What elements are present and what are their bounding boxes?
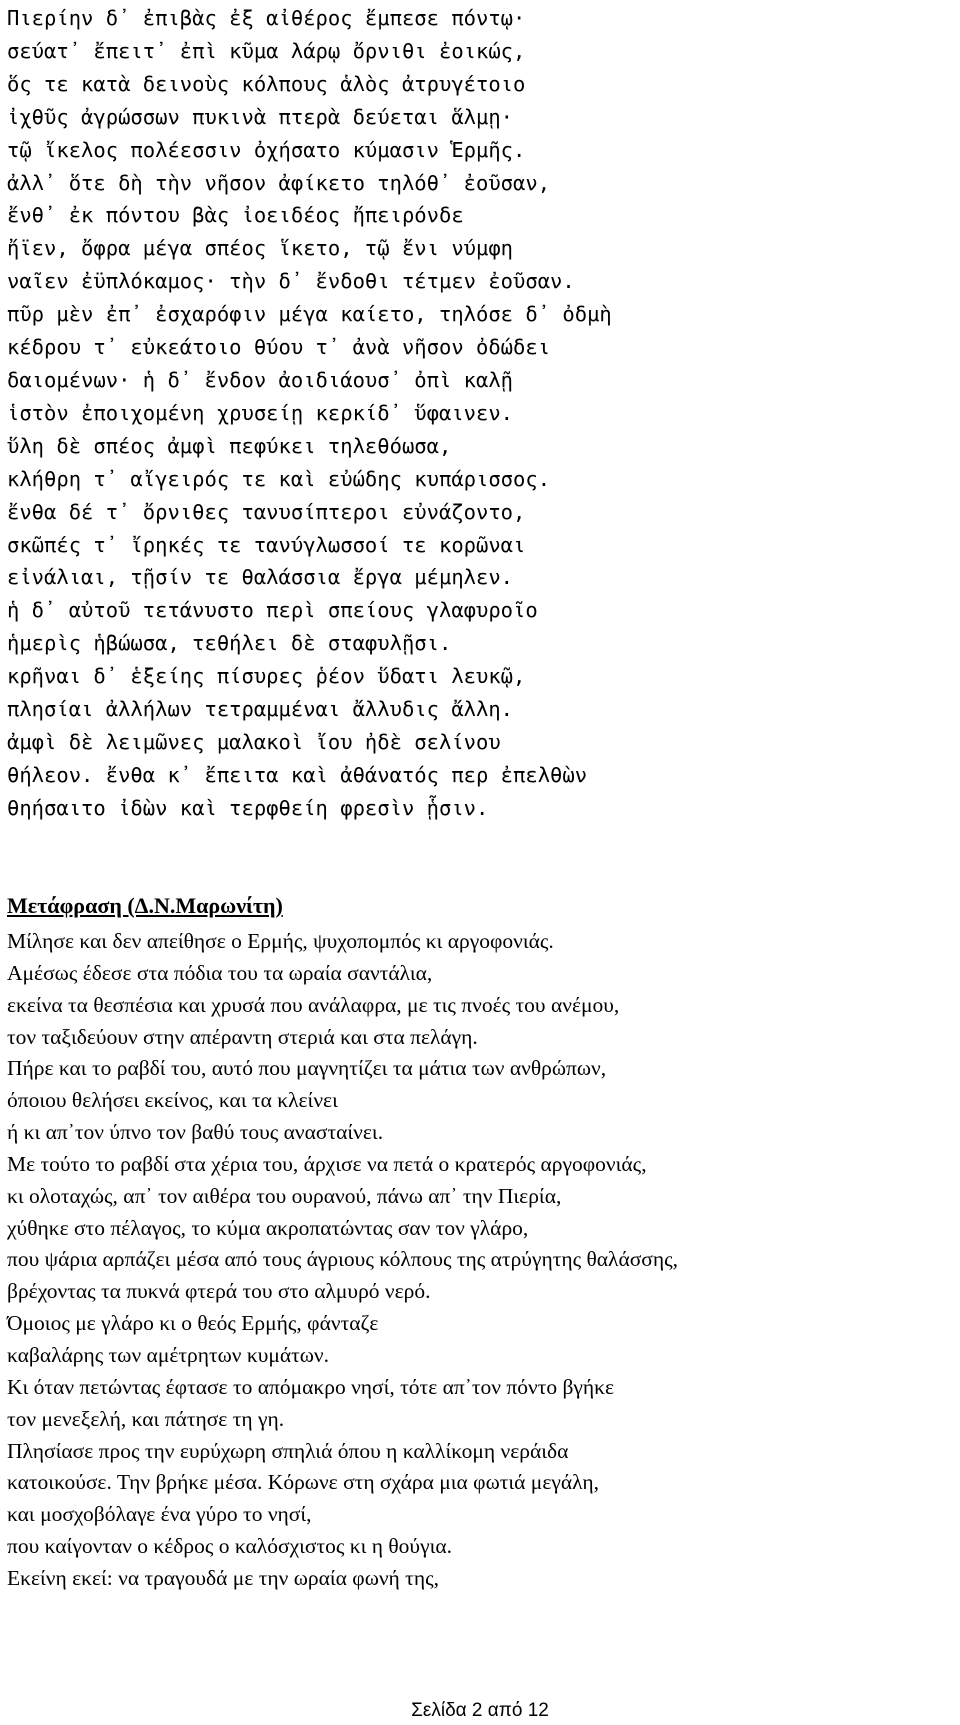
greek-verse-line: πῦρ μὲν ἐπ᾿ ἐσχαρόφιν μέγα καίετο, τηλόσε δ᾿ ὀδμὴ — [7, 302, 612, 327]
translation-line: και μοσχοβόλαγε ένα γύρο το νησί, — [7, 1502, 312, 1527]
translation-text — [7, 926, 957, 1595]
greek-verse-line: ἱστὸν ἐποιχομένη χρυσείῃ κερκίδ᾿ ὕφαινεν. — [7, 400, 514, 425]
translation-line: Αμέσως έδεσε στα πόδια του τα ωραία σαντάλια, — [7, 960, 433, 985]
translation-line: τον μενεξελή, και πάτησε τη γη. — [7, 1406, 285, 1431]
greek-verse-line: εἰνάλιαι, τῇσίν τε θαλάσσια ἔργα μέμηλεν. — [7, 565, 514, 590]
greek-verse-line: ἡ δ᾿ αὐτοῦ τετάνυστο περὶ σπείους γλαφυροῖο — [7, 598, 538, 623]
translation-line: που ψάρια αρπάζει μέσα από τους άγριους κόλπους της ατρύγητης θαλάσσης, — [7, 1247, 679, 1272]
greek-verse-line: ναῖεν ἐϋπλόκαμος· τὴν δ᾿ ἔνδοθι τέτμεν ἐοῦσαν. — [7, 269, 575, 294]
translation-line: Μίλησε και δεν απείθησε ο Ερμής, ψυχοπομπός κι αργοφονιάς. — [7, 929, 554, 953]
translation-line: τον ταξιδεύουν στην απέραντη στεριά και στα πελάγη. — [7, 1024, 478, 1049]
translation-line: όποιου θελήσει εκείνος, και τα κλείνει — [7, 1088, 338, 1113]
greek-original-text — [7, 2, 952, 825]
translation-line: βρέχοντας τα πυκνά φτερά του στο αλμυρό νερό. — [7, 1279, 431, 1304]
translation-line: κατοικούσε. Την βρήκε μέσα. Κόρωνε στη σχάρα μια φωτιά μεγάλη, — [7, 1470, 599, 1495]
greek-verse-line: ἰχθῦς ἀγρώσσων πυκινὰ πτερὰ δεύεται ἅλμῃ· — [7, 104, 514, 129]
translation-line: που καίγονταν ο κέδρος ο καλόσχιστος κι η θούγια. — [7, 1534, 453, 1559]
greek-verse-line: ἀμφὶ δὲ λειμῶνες μαλακοὶ ἴου ἠδὲ σελίνου — [7, 729, 501, 754]
greek-verse-line: σεύατ᾿ ἔπειτ᾿ ἐπὶ κῦμα λάρῳ ὄρνιθι ἐοικώς, — [7, 38, 526, 63]
greek-verse-line: δαιομένων· ἡ δ᾿ ἔνδον ἀοιδιάουσ᾿ ὀπὶ καλῇ — [7, 367, 514, 392]
greek-verse-line: ὕλη δὲ σπέος ἀμφὶ πεφύκει τηλεθόωσα, — [7, 433, 452, 458]
greek-verse-line: ἀλλ᾿ ὅτε δὴ τὴν νῆσον ἀφίκετο τηλόθ᾿ ἐοῦσαν, — [7, 170, 551, 195]
page-footer: Σελίδα 2 από 12 — [411, 1700, 549, 1721]
translation-line: κι ολοταχώς, απ᾿ τον αιθέρα του ουρανού, πάνω απ᾿ την Πιερία, — [7, 1183, 562, 1208]
greek-verse-line: κλήθρη τ᾿ αἴγειρός τε καὶ εὐώδης κυπάρισσος. — [7, 466, 551, 491]
greek-verse-line: ἔνθα δέ τ᾿ ὄρνιθες τανυσίπτεροι εὐνάζοντο, — [7, 499, 526, 524]
greek-verse-line: Πιερίην δ᾿ ἐπιβὰς ἐξ αἰθέρος ἔμπεσε πόντῳ· — [7, 6, 526, 30]
translation-heading: Μετάφραση (Δ.Ν.Μαρωνίτη) — [7, 893, 283, 918]
translation-line: Όμοιος με γλάρο κι ο θεός Ερμής, φάνταζε — [7, 1311, 379, 1336]
greek-verse-line: σκῶπές τ᾿ ἴρηκές τε τανύγλωσσοί τε κορῶναι — [7, 532, 526, 557]
greek-verse-line: θηήσαιτο ἰδὼν καὶ τερφθείη φρεσὶν ᾗσιν. — [7, 795, 489, 820]
translation-line: ή κι απ᾿τον ύπνο τον βαθύ τους ανασταίνει. — [7, 1120, 384, 1145]
translation-line: Κι όταν πετώντας έφτασε το απόμακρο νησί, τότε απ᾿τον πόντο βγήκε — [7, 1374, 614, 1399]
translation-line: χύθηκε στο πέλαγος, το κύμα ακροπατώντας σαν τον γλάρο, — [7, 1215, 529, 1240]
translation-line: καβαλάρης των αμέτρητων κυμάτων. — [7, 1342, 330, 1367]
greek-verse-line: ἔνθ᾿ ἐκ πόντου βὰς ἰοειδέος ἤπειρόνδε — [7, 203, 464, 228]
greek-verse-line: πλησίαι ἀλλήλων τετραμμέναι ἄλλυδις ἄλλη. — [7, 697, 514, 722]
greek-verse-line: ἡμερὶς ἡβώωσα, τεθήλει δὲ σταφυλῇσι. — [7, 631, 452, 656]
greek-verse-line: κέδρου τ᾿ εὐκεάτοιο θύου τ᾿ ἀνὰ νῆσον ὀδώδει — [7, 335, 551, 360]
greek-verse-line: ἤϊεν, ὄφρα μέγα σπέος ἵκετο, τῷ ἔνι νύμφη — [7, 236, 514, 261]
greek-verse-line: τῷ ἴκελος πολέεσσιν ὀχήσατο κύμασιν Ἑρμῆς. — [7, 137, 526, 162]
translation-line: Εκείνη εκεί: να τραγουδά με την ωραία φωνή της, — [7, 1565, 439, 1590]
translation-line: Πλησίασε προς την ευρύχωρη σπηλιά όπου η καλλίκομη νεράιδα — [7, 1438, 569, 1463]
translation-line: Με τούτο το ραβδί στα χέρια του, άρχισε να πετά ο κρατερός αργοφονιάς, — [7, 1151, 647, 1176]
translation-line: εκείνα τα θεσπέσια και χρυσά που ανάλαφρα, με τις πνοές του ανέμου, — [7, 992, 620, 1017]
translation-line: Πήρε και το ραβδί του, αυτό που μαγνητίζει τα μάτια των ανθρώπων, — [7, 1056, 607, 1081]
greek-verse-line: θήλεον. ἔνθα κ᾿ ἔπειτα καὶ ἀθάνατός περ ἐπελθὼν — [7, 762, 588, 787]
greek-verse-line: κρῆναι δ᾿ ἑξείης πίσυρες ῥέον ὕδατι λευκῷ, — [7, 664, 526, 689]
greek-verse-line: ὅς τε κατὰ δεινοὺς κόλπους ἁλὸς ἀτρυγέτοιο — [7, 71, 526, 96]
